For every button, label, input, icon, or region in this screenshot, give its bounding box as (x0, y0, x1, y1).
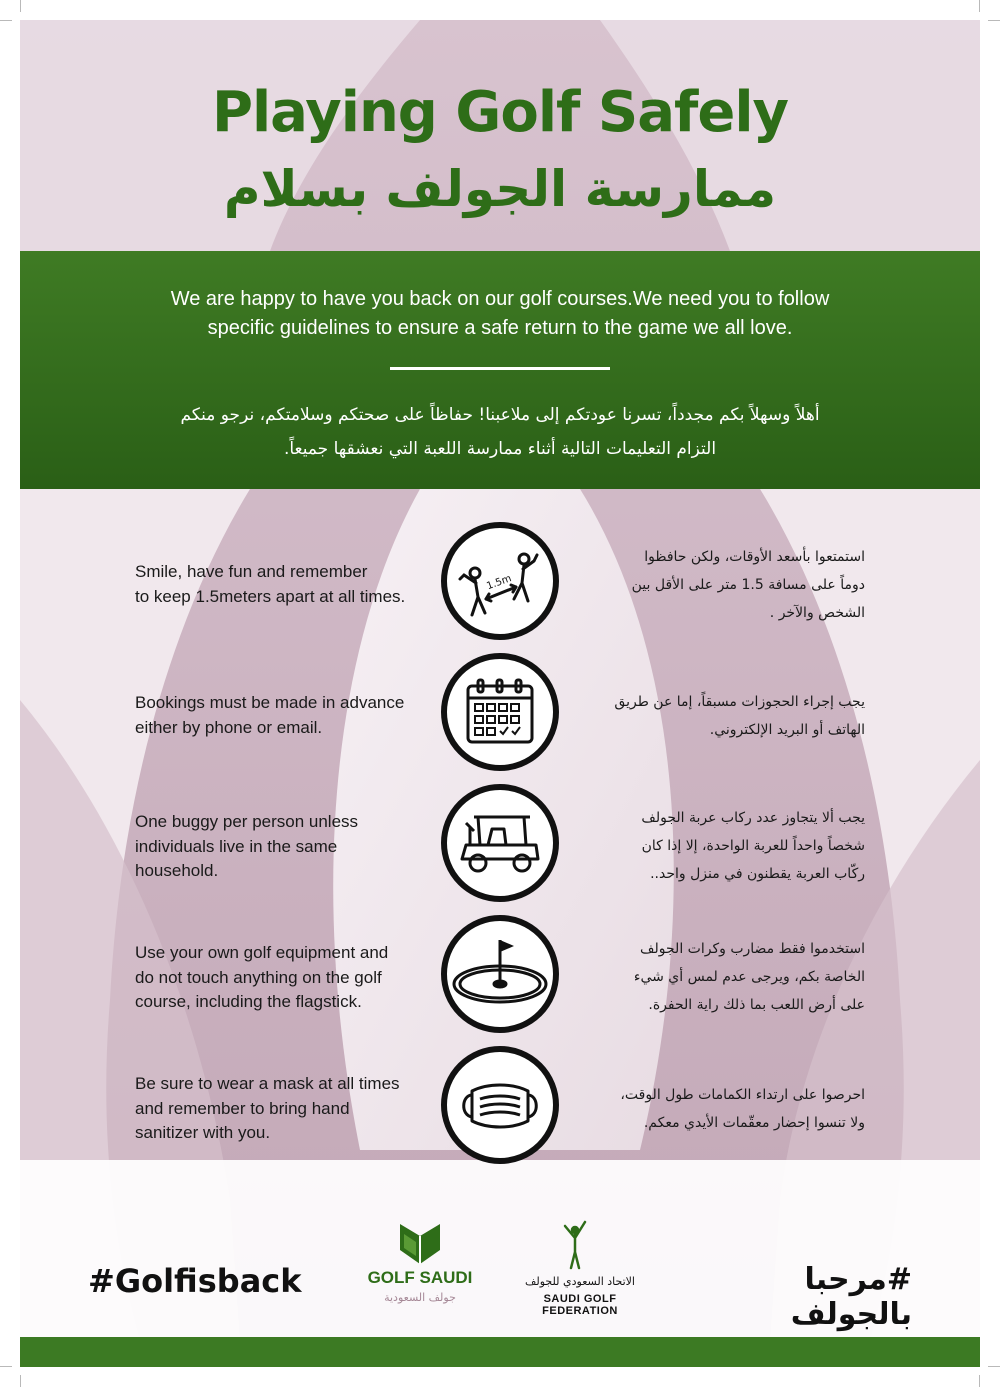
crop-mark (979, 1375, 980, 1387)
intro-line: We are happy to have you back on our golf courses.We need you to follow (170, 288, 830, 310)
text-line: على أرض اللعب بما ذلك راية الحفرة. (648, 997, 865, 1013)
saudi-golf-federation-logo-icon (555, 1218, 595, 1274)
text-line: استمتعوا بأسعد الأوقات، ولكن حافظوا (644, 549, 865, 565)
hashtag-english: #Golfisback (88, 1262, 302, 1300)
crop-mark (20, 0, 21, 12)
crop-mark (0, 20, 12, 21)
text-line: شخصاً واحداً للعربة الواحدة، إلا إذا كان (641, 838, 865, 854)
golf-saudi-arabic-name: جولف السعودية (384, 1291, 456, 1304)
text-line: ولا تنسوا إحضار معقّمات الأيدي معكم. (643, 1115, 865, 1131)
guideline-text-english (135, 941, 435, 1015)
distance-players-icon (440, 521, 560, 641)
guideline-text-english (135, 691, 435, 740)
guideline-text-english (135, 810, 435, 884)
intro-text-english (80, 285, 920, 343)
distance-label: 1.5m (485, 573, 514, 593)
text-line: individuals live in the same (135, 836, 338, 856)
text-line: household. (135, 861, 219, 880)
text-line: احرصوا على ارتداء الكمامات طول الوقت، (620, 1087, 865, 1103)
text-line: ركّاب العربة يقطنون في منزل واحد.. (650, 866, 865, 882)
text-line: الشخص والآخر . (769, 605, 865, 621)
text-line: الخاصة بكم، ويرجى عدم لمس أي شيء (633, 969, 865, 985)
golf-saudi-name: GOLF SAUDI (367, 1268, 473, 1287)
guideline-text-arabic (575, 935, 865, 1019)
crop-mark (20, 1375, 21, 1387)
page-title-arabic: ممارسة الجولف بسلام (223, 160, 777, 218)
text-line: and remember to bring hand (135, 1098, 350, 1118)
text-line: Be sure to wear a mask at all times (135, 1074, 400, 1093)
crop-mark (979, 0, 980, 12)
text-line: دوماً على مسافة 1.5 متر على الأقل بين (631, 577, 865, 593)
golf-hole-flag-icon (440, 914, 560, 1034)
hashtag-arabic: #مرحبا بالجولف (790, 1262, 912, 1332)
divider (390, 367, 610, 370)
crop-mark (0, 1366, 12, 1367)
guideline-text-arabic (575, 543, 865, 627)
text-line: استخدموا فقط مضارب وكرات الجولف (640, 941, 865, 957)
intro-line: أهلاً وسهلاً بكم مجدداً، تسرنا عودتكم إلى ملاعبنا! حفاظاً على صحتكم وسلامتكم، نرجو منكم (180, 405, 820, 425)
text-line: course, including the flagstick. (135, 992, 362, 1011)
intro-line: التزام التعليمات التالية أثناء ممارسة اللعبة التي نعشقها جميعاً. (283, 439, 717, 459)
federation-english-name: SAUDI GOLF FEDERATION (542, 1293, 618, 1317)
guideline-text-arabic (575, 804, 865, 888)
footer-bar (20, 1337, 980, 1367)
guideline-text-arabic (575, 688, 865, 744)
page-title: Playing Golf Safely (211, 80, 789, 145)
face-mask-icon (440, 1045, 560, 1165)
text-line: يجب إجراء الحجوزات مسبقاً، إما عن طريق (614, 694, 865, 710)
text-line: يجب ألا يتجاوز عدد ركاب عربة الجولف (641, 810, 865, 826)
intro-line: specific guidelines to ensure a safe return to the game we all love. (207, 317, 793, 339)
text-line: Smile, have fun and remember (135, 562, 368, 581)
text-line: الهاتف أو البريد الإلكتروني. (709, 722, 865, 738)
text-line: Use your own golf equipment and (135, 943, 389, 962)
text-line: One buggy per person unless (135, 812, 359, 831)
federation-arabic-name: الاتحاد السعودي للجولف (525, 1275, 635, 1288)
text-line: to keep 1.5meters apart at all times. (135, 586, 406, 606)
guideline-text-english (135, 1072, 435, 1146)
text-line: do not touch anything on the golf (135, 967, 382, 987)
crop-mark (988, 1366, 1000, 1367)
crop-mark (988, 20, 1000, 21)
guideline-text-arabic (575, 1081, 865, 1137)
golf-buggy-icon (440, 783, 560, 903)
text-line: sanitizer with you. (135, 1123, 271, 1142)
intro-text-arabic (140, 398, 860, 466)
text-line: Bookings must be made in advance (135, 693, 405, 712)
calendar-icon (440, 652, 560, 772)
guideline-text-english (135, 560, 435, 609)
text-line: either by phone or email. (135, 717, 323, 737)
